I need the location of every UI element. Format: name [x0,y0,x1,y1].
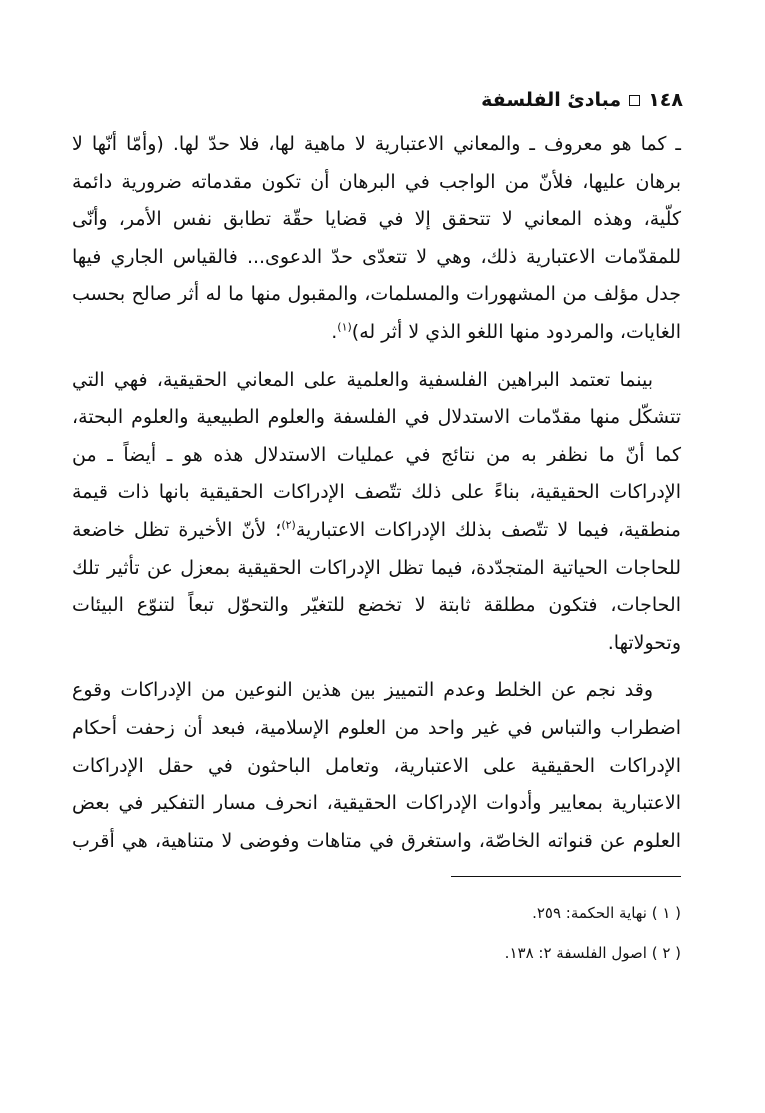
paragraph [72,362,681,663]
paragraph [72,126,681,352]
footnote-marker: ( ٢ ) [651,944,681,962]
footnote-item [72,933,681,973]
footnote-ref: (١) [337,320,352,334]
footnote-ref: (٢) [281,518,296,532]
paragraph-text: بينما تعتمد البراهين الفلسفية والعلمية على المعاني الحقيقية، فهي التي تتشكّل منها مقدّمات الاستدلال في الفلسفة والعلوم الطبيعية والعلوم البحتة، كما أنّ ما نظفر به من نتائج في عمليات الاستدلال هذه هو ـ أيضاً ـ من الإدراكات الحقيقية، بناءً على ذلك تتّصف الإدراكات الحقيقية بانها ذات قيمة منطقية، فيما لا تتّصف بذلك الإدراكات الاعتبارية [72,368,681,541]
page-header [481,86,683,114]
footnote-text: اصول الفلسفة ٢: ١٣٨. [504,944,647,962]
paragraph-text: ـ كما هو معروف ـ والمعاني الاعتبارية لا ماهية لها، فلا حدّ لها. (وأمّا أنّها لا برهان عليها، فلأنّ من الواجب في البرهان أن تكون مقدماته ضرورية دائمة كلّية، وهذه المعاني لا تتحقق إلا في قضايا حقّة تطابق نفس الأمر، وأنّى للمقدّمات الاعتبارية ذلك، وهي لا تتعدّى حدّ الدعوى... فالقياس الجاري فيها جدل مؤلف من المشهورات والمسلمات، والمقبول منها ما له أثر صالح بحسب الغايات، والمردود منها اللغو الذي لا أثر له) [72,133,681,343]
paragraph-text: وقد نجم عن الخلط وعدم التمييز بين هذين النوعين من الإدراكات وقوع اضطراب والتباس في غير واحد من العلوم الإسلامية، فبعد أن زحفت أحكام الإدراكات الحقيقية على الاعتبارية، وتعامل الباحثون في حقل الإدراكات الاعتبارية بمعايير وأدوات الإدراكات الحقيقية، انحرف مسار التفكير في بعض العلوم عن قنواته الخاصّة، واستغرق في متاهات وفوضى لا متناهية، هي أقرب [72,679,681,852]
footnotes [72,893,681,973]
header-box-ornament [629,95,640,106]
footnote-marker: ( ١ ) [651,904,681,922]
paragraph-tail: ؛ لأنّ الأخيرة تظل خاضعة للحاجات الحياتية المتجدّدة، فيما تظل الإدراكات الحقيقية بمعزل عن تأثير تلك الحاجات، فتكون مطلقة ثابتة لا تخضع للتغيّر والتحوّل تبعاً لتنوّع البيئات وتحولاتها. [72,518,681,654]
paragraph-tail: . [331,320,338,343]
footnote-divider [451,876,681,877]
book-title: مبادئ الفلسفة [481,89,622,111]
body-text [72,126,681,870]
page-number: ١٤٨ [648,89,683,111]
footnote-text: نهاية الحكمة: ٢٥٩. [532,904,647,922]
paragraph [72,672,681,860]
footnote-item [72,893,681,933]
